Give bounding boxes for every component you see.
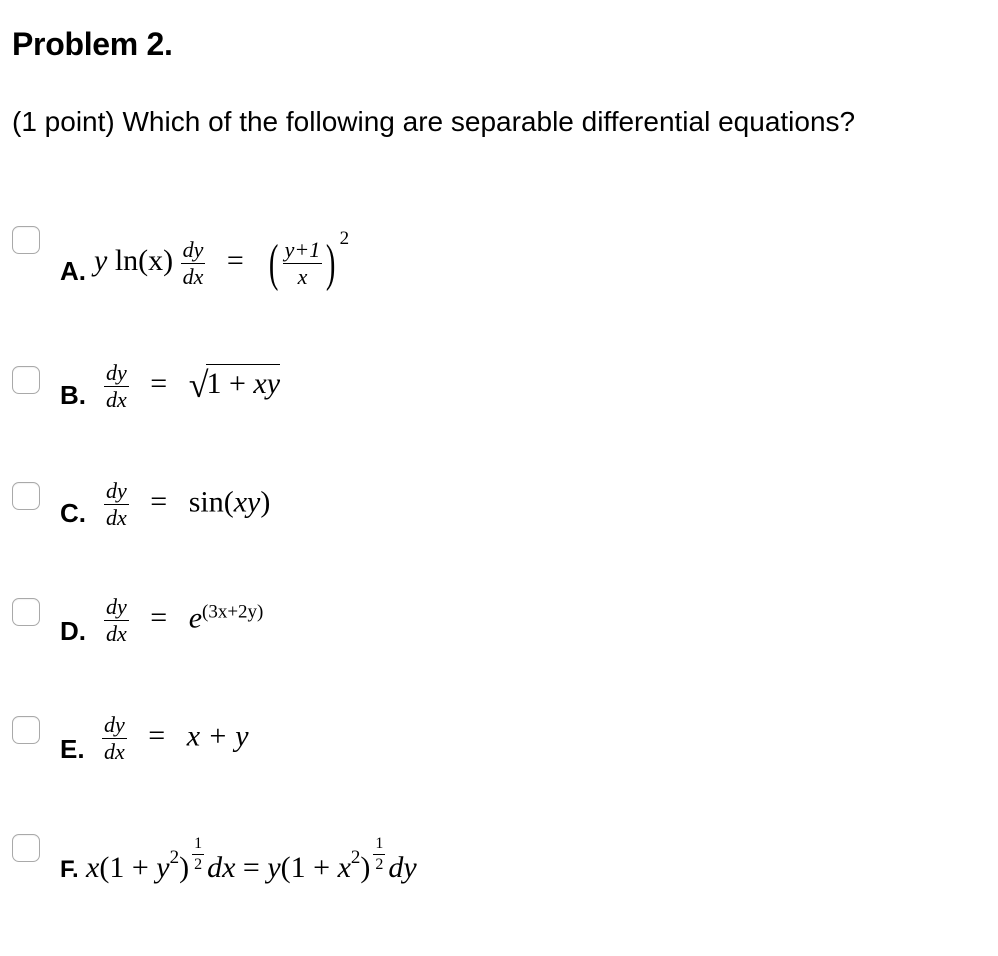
option-b-frac-num: dy (106, 360, 127, 385)
option-c (0, 478, 998, 558)
option-e-frac-num: dy (104, 712, 125, 737)
option-f-x: x (86, 851, 100, 884)
option-a-left-paren: ( (269, 235, 279, 292)
option-c-equals: = (150, 485, 168, 519)
option-b-fraction (104, 362, 129, 411)
option-f-right-half (373, 836, 385, 873)
option-c-close: ) (260, 485, 271, 519)
option-a-right-paren: ) (326, 235, 336, 292)
option-b-xy: xy (253, 367, 281, 401)
option-b-sqrt (189, 364, 280, 406)
checkbox-option-d[interactable] (12, 598, 40, 626)
option-f-left-half-den: 2 (194, 856, 203, 873)
option-e-fraction (102, 714, 127, 763)
option-e-frac-den: dx (104, 739, 125, 764)
option-f-right-open: (1 + (280, 851, 338, 884)
option-b (0, 362, 998, 442)
option-a-rhs-den: x (297, 263, 308, 289)
option-d-letter: D. (60, 616, 86, 646)
option-b-one: 1 + (206, 367, 246, 401)
checkbox-option-a[interactable] (12, 226, 40, 254)
option-b-equation (104, 362, 280, 411)
checkbox-option-f[interactable] (12, 834, 40, 862)
option-c-fraction (104, 480, 129, 529)
option-d-frac-num: dy (106, 594, 127, 619)
option-a-y: y (94, 244, 108, 277)
option-f-letter: F. (60, 856, 79, 883)
option-f-left-close: ) (179, 851, 190, 884)
option-c-letter: C. (60, 498, 86, 528)
option-a (0, 222, 998, 302)
checkbox-option-b[interactable] (12, 366, 40, 394)
option-f-right-half-num: 1 (373, 836, 385, 855)
problem-title: Problem 2. (12, 26, 173, 62)
option-e-equals: = (148, 719, 173, 753)
option-a-equation (94, 228, 349, 293)
option-f-equation (86, 836, 417, 885)
option-a-ln: ln (114, 244, 139, 277)
option-d-fraction (104, 596, 129, 645)
option-b-equals: = (150, 367, 168, 401)
option-d-equation (104, 596, 263, 645)
option-d-e: e (188, 601, 203, 635)
option-f-left-half (192, 836, 204, 873)
option-d-exponent: (3x+2y) (202, 601, 264, 623)
checkbox-option-c[interactable] (12, 482, 40, 510)
option-a-ln-arg: (x) (138, 244, 174, 277)
question-text: (1 point) Which of the following are separable differential equations? (12, 106, 856, 137)
option-f-dx: dx (207, 851, 236, 884)
option-f (0, 830, 998, 910)
option-f-left-square: 2 (169, 847, 180, 868)
option-f-right-half-den: 2 (375, 856, 384, 873)
option-f-left-open: (1 + (99, 851, 157, 884)
option-a-letter: A. (60, 256, 86, 286)
option-f-right-y: y (267, 851, 281, 884)
option-e-rhs: x + y (186, 719, 249, 753)
checkbox-option-e[interactable] (12, 716, 40, 744)
option-a-fraction (181, 236, 206, 289)
option-f-dy: dy (388, 851, 417, 884)
option-a-exponent: 2 (339, 228, 350, 249)
option-c-frac-den: dx (106, 505, 127, 530)
option-a-frac-den: dx (182, 263, 204, 289)
option-c-frac-num: dy (106, 478, 127, 503)
option-f-right-square: 2 (350, 847, 361, 868)
option-a-frac-num: dy (182, 236, 204, 262)
option-e (0, 712, 998, 792)
option-b-letter: B. (60, 380, 86, 410)
sqrt-icon: √ (188, 365, 209, 406)
option-f-right-x: x (337, 851, 351, 884)
option-d-frac-den: dx (106, 621, 127, 646)
option-a-rhs-fraction (283, 236, 323, 289)
option-c-sin: sin( (188, 485, 234, 519)
option-f-equals: = (235, 851, 268, 884)
option-c-xy: xy (233, 485, 261, 519)
option-f-y: y (156, 851, 170, 884)
option-e-equation (102, 714, 249, 763)
option-f-left-half-num: 1 (192, 836, 204, 855)
option-e-letter: E. (60, 734, 85, 764)
option-d (0, 594, 998, 674)
option-a-rhs-num: y+1 (284, 236, 321, 262)
option-a-equals: = (226, 244, 244, 277)
option-f-right-close: ) (360, 851, 371, 884)
option-d-equals: = (150, 601, 168, 635)
option-b-frac-den: dx (106, 387, 127, 412)
option-c-equation (104, 480, 270, 529)
